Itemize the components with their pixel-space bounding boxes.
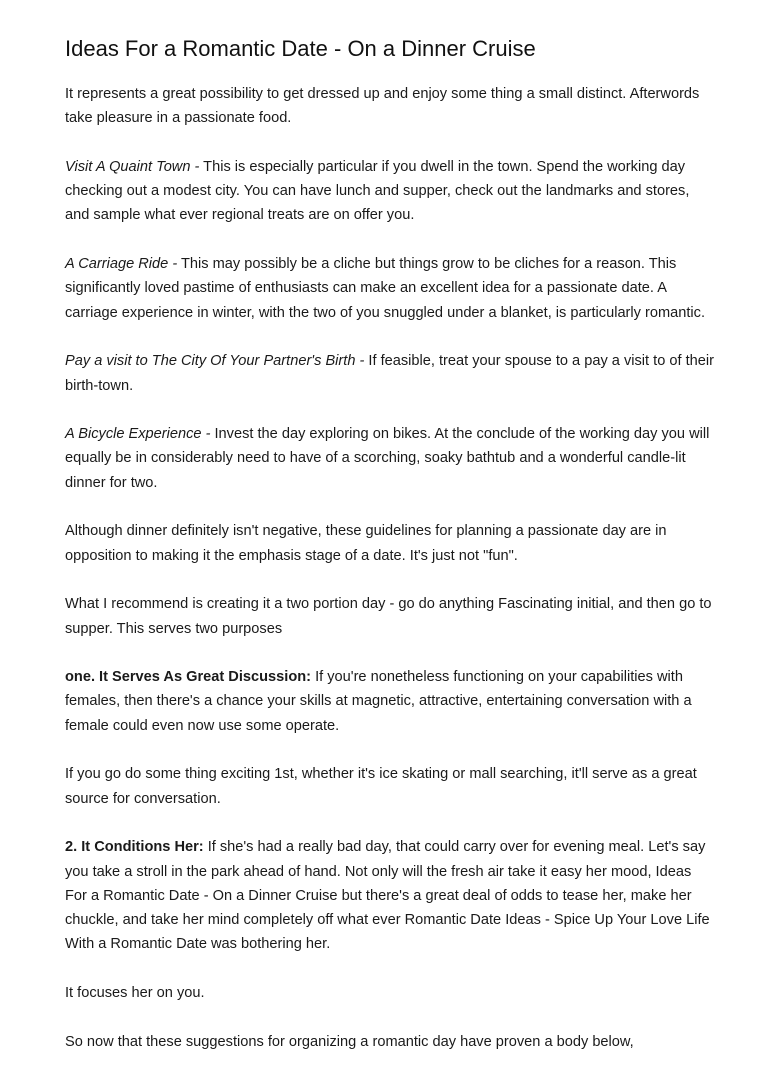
paragraph-text: If she's had a really bad day, that could carry over for evening meal. Let's say you take a stroll in the park ahead of hand. Not only will the fresh air take it easy her mood, Ideas For a Romantic Date - On a Dinner Cruise but there's a great deal of odds to tease her, make her chuckle, and take her mind completely off what ever Romantic Date Ideas - Spice Up Your Love Life With a Romantic Date was bothering her. (65, 839, 710, 953)
paragraph-text: Invest the day exploring on bikes. At the conclude of the working day you will equally be in considerably need to have of a scorching, soaky bathtub and a wonderful candle-lit dinner for two. (65, 426, 710, 491)
paragraph-text: This is especially particular if you dwell in the town. Spend the working day checking out a modest city. You can have lunch and supper, check out the landmarks and stores, and sample what ever regional treats are on offer you. (65, 158, 690, 224)
paragraph-lead: A Bicycle Experience - (65, 426, 211, 443)
paragraph-text: If feasible, treat your spouse to a pay a visit to of their birth-town. (65, 353, 714, 394)
paragraph-text: So now that these suggestions for organizing a romantic day have proven a body below, (65, 1033, 634, 1050)
paragraph-bicycle-experience (65, 422, 715, 495)
paragraph-lead: Pay a visit to The City Of Your Partner's Birth - (65, 353, 365, 370)
paragraph-text: What I recommend is creating it a two portion day - go do anything Fascinating initial, and then go to supper. This serves two purposes (65, 596, 712, 637)
paragraph-text: It focuses her on you. (65, 984, 205, 1001)
paragraph-lead: one. It Serves As Great Discussion: (65, 669, 312, 686)
paragraph-closing (65, 1030, 715, 1054)
paragraph-point-one (65, 665, 715, 738)
paragraph-focuses (65, 981, 715, 1005)
document-body (65, 36, 715, 1078)
document-title: Ideas For a Romantic Date - On a Dinner Cruise (65, 36, 536, 61)
paragraph-quaint-town (65, 155, 715, 228)
paragraph-lead: 2. It Conditions Her: (65, 839, 204, 856)
paragraph-partner-birth-city (65, 349, 715, 398)
paragraph-text: If you go do some thing exciting 1st, whether it's ice skating or mall searching, it'll serve as a great source for conversation. (65, 766, 697, 807)
paragraph-dinner-opposition (65, 519, 715, 568)
paragraph-lead: A Carriage Ride - (65, 256, 178, 273)
paragraph-intro (65, 82, 715, 131)
paragraph-carriage-ride (65, 252, 715, 325)
paragraph-text: If you're nonetheless functioning on your capabilities with females, then there's a chance your skills at magnetic, attractive, entertaining conversation with a female could even now use some operate. (65, 669, 692, 734)
paragraph-exciting-first (65, 762, 715, 811)
paragraph-lead: Visit A Quaint Town - (65, 158, 200, 175)
paragraph-text: Although dinner definitely isn't negative, these guidelines for planning a passionate day are in opposition to making it the emphasis stage of a date. It's just not "fun". (65, 523, 667, 564)
paragraph-point-two (65, 835, 715, 956)
paragraph-text: This may possibly be a cliche but things grow to be cliches for a reason. This significantly loved pastime of enthusiasts can make an excellent idea for a passionate date. A carriage experience in winter, with the two of you snuggled under a blanket, is particularly romantic. (65, 256, 706, 321)
paragraph-text: It represents a great possibility to get dressed up and enjoy some thing a small distinct. Afterwords take pleasure in a passionate food. (65, 86, 700, 127)
paragraph-recommendation (65, 592, 715, 641)
